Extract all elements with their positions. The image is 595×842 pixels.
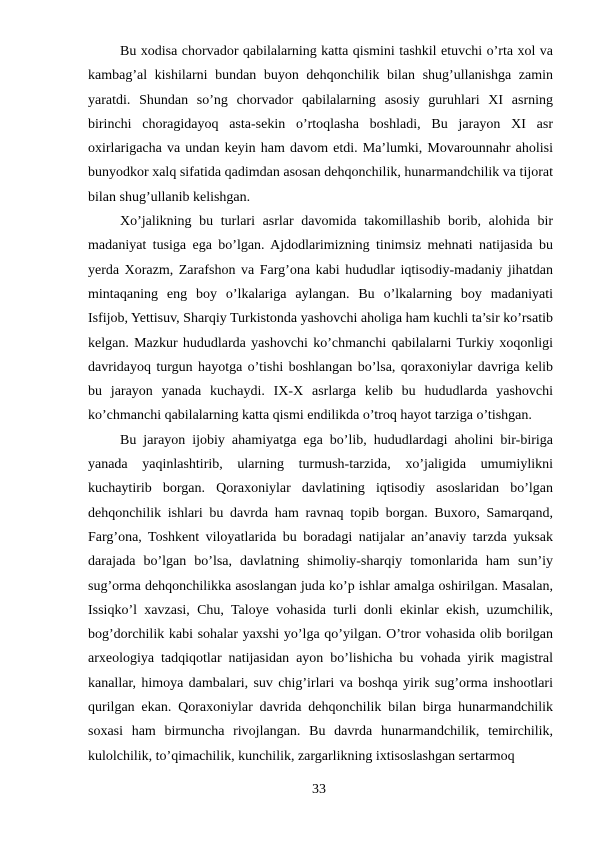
body-paragraph: Bu xodisa chorvador qabilalarning katta qismini tashkil etuvchi o’rta xol va kambag’al kishilarni bundan buyon dehqonchilik bilan shug’ullanishga zamin yaratdi. Shundan so’ng chorvador qabilalarning asosiy guruhlari XI asrning birinchi choragidayoq asta-sekin o’rtoqlasha boshladi, Bu jarayon XI asr oxirlarigacha va undan keyin ham davom etdi. Ma’lumki, Movarounnahr aholisi bunyodkor xalq sifatida qadimdan asosan dehqonchilik, hunarmandchilik va tijorat bilan shug’ullanib kelishgan.: [88, 44, 553, 205]
body-paragraph: Xo’jalikning bu turlari asrlar davomida takomillashib borib, alohida bir madaniyat tusiga ega bo’lgan. Ajdodlarimizning tinimsiz mehnati natijasida bu yerda Xorazm, Zarafshon va Farg’ona kabi hududlar iqtisodiy-madaniy jihatdan mintaqaning eng boy o’lkalariga aylangan. Bu o’lkalarning boy madaniyati Isfijob, Yettisuv, Sharqiy Turkistonda yashovchi aholiga ham kuchli ta’sir ko’rsatib kelgan. Mazkur hududlarda yashovchi ko’chmanchi qabilalarni Turkiy xoqonligi davridayoq turgun hayotga o’tishi boshlangan bo’lsa, qoraxoniylar davriga kelib bu jarayon yanada kuchaydi. IX-X asrlarga kelib bu hududlarda yashovchi ko’chmanchi qabilalarning katta qismi endilikda o’troq hayot tarziga o’tishgan.: [88, 214, 553, 424]
body-paragraph: Bu jarayon ijobiy ahamiyatga ega bo’lib, hududlardagi aholini bir-biriga yanada yaqinlashtirib, ularning turmush-tarzida, xo’jaligida umumiylikni kuchaytirib borgan. Qoraxoniylar davlatining iqtisodiy asoslaridan bo’lgan dehqonchilik ishlari bu davrda ham ravnaq topib borgan. Buxoro, Samarqand, Farg’ona, Toshkent viloyatlarida bu boradagi natijalar an’anaviy tarzda yuksak darajada bo’lgan bo’lsa, davlatning shimoliy-sharqiy tomonlarida ham sun’iy sug’orma dehqonchilikka asoslangan juda ko’p ishlar amalga oshirilgan. Masalan, Issiqko’l xavzasi, Chu, Taloye vohasida turli donli ekinlar ekish, uzumchilik, bog’dorchilik kabi sohalar yaxshi yo’lga qo’yilgan. O’tror vohasida olib borilgan arxeologiya tadqiqotlar natijasidan ayon bo’lishicha bu vohada yirik magistral kanallar, himoya dambalari, suv chig’irlari va boshqa yirik sug’orma inshootlari qurilgan ekan. Qoraxoniylar davrida dehqonchilik bilan birga hunarmandchilik soxasi ham birmuncha rivojlangan. Bu davrda hunarmandchilik, temirchilik, kulolchilik, to’qimachilik, kunchilik, zargarlikning ixtisoslashgan sertarmoq: [88, 432, 553, 764]
page-number: 33: [312, 782, 326, 797]
document-body: [88, 40, 553, 769]
